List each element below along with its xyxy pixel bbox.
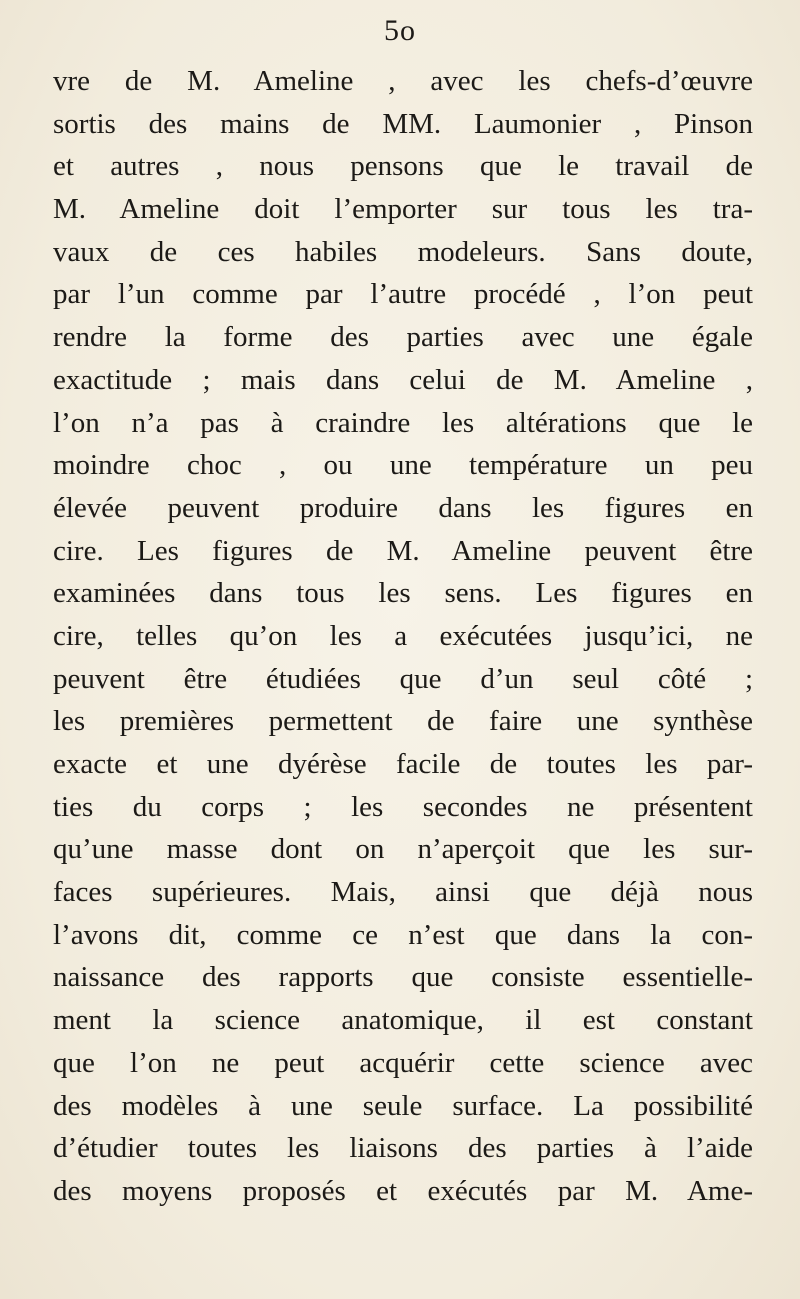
text-line-1: vre de M. Ameline , avec les chefs-d’œuvre: [53, 65, 753, 97]
page-number: 5o: [384, 14, 416, 47]
text-line-19: qu’une masse dont on n’aperçoit que les sur-: [53, 833, 753, 866]
text-line-10: moindre choc , ou une température un peu: [53, 449, 753, 482]
text-line-12: cire. Les figures de M. Ameline peuvent être: [53, 534, 753, 567]
text-line-23: ment la science anatomique, il est constant: [53, 1004, 753, 1037]
text-line-8: exactitude ; mais dans celui de M. Ameline ,: [53, 363, 753, 396]
text-line-6: par l’un comme par l’autre procédé , l’on peut: [53, 278, 753, 311]
text-line-14: cire, telles qu’on les a exécutées jusqu’ici, ne: [53, 619, 753, 652]
text-line-18: ties du corps ; les secondes ne présentent: [53, 790, 753, 823]
text-line-21: l’avons dit, comme ce n’est que dans la con-: [53, 918, 753, 951]
text-line-3: et autres , nous pensons que le travail de: [53, 150, 753, 183]
text-line-25: des modèles à une seule surface. La possibilité: [53, 1089, 753, 1122]
text-line-2: sortis des mains de MM. Laumonier , Pinson: [53, 107, 753, 140]
text-line-24: que l’on ne peut acquérir cette science avec: [53, 1046, 753, 1079]
text-line-27: des moyens proposés et exécutés par M. Ame-: [53, 1174, 753, 1207]
text-line-11: élevée peuvent produire dans les figures en: [53, 491, 753, 524]
text-line-17: exacte et une dyérèse facile de toutes les par-: [53, 748, 753, 780]
text-line-9: l’on n’a pas à craindre les altérations que le: [53, 406, 753, 439]
text-line-22: naissance des rapports que consiste essentielle-: [53, 961, 753, 994]
text-line-15: peuvent être étudiées que d’un seul côté ;: [53, 662, 753, 695]
text-line-20: faces supérieures. Mais, ainsi que déjà nous: [53, 876, 753, 909]
text-line-13: examinées dans tous les sens. Les figures en: [53, 577, 753, 610]
body-text: [53, 60, 753, 1213]
text-line-5: vaux de ces habiles modeleurs. Sans doute,: [53, 235, 753, 268]
text-line-16: les premières permettent de faire une synthèse: [53, 705, 753, 738]
text-line-7: rendre la forme des parties avec une égale: [53, 321, 753, 354]
text-line-4: M. Ameline doit l’emporter sur tous les tra-: [53, 193, 753, 226]
text-line-26: d’étudier toutes les liaisons des parties à l’aide: [53, 1132, 753, 1165]
